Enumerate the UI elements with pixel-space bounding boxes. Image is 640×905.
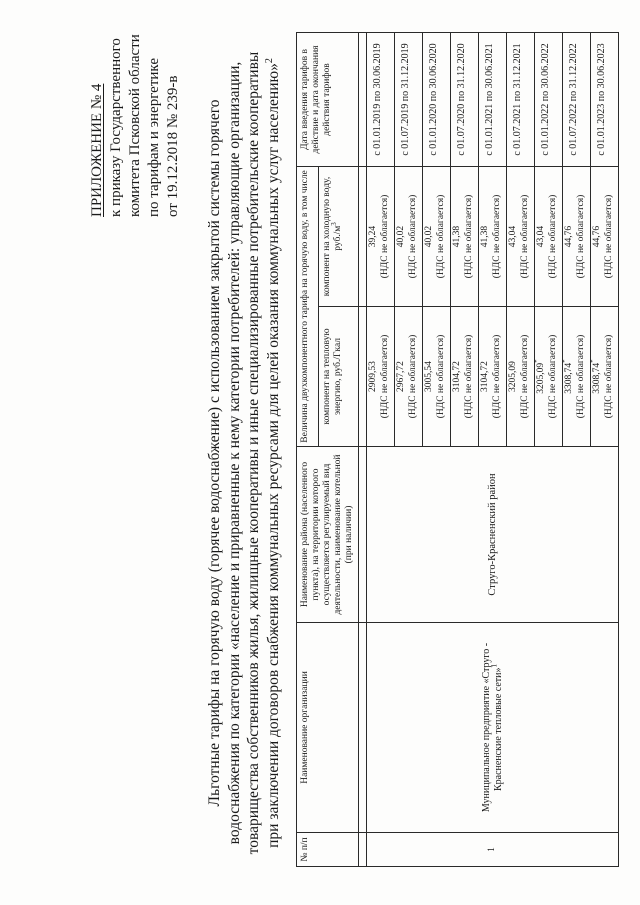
- heat-cell: [479, 307, 507, 447]
- period-dates: с 01.01.2023 по 30.06.2023: [591, 32, 619, 166]
- heat-value: 3005,54: [424, 361, 434, 392]
- cold-value: 40,02: [396, 225, 406, 248]
- vat-note: (НДС не облагается): [519, 194, 530, 279]
- title-line-last: [264, 23, 284, 883]
- header-cold-text: компонент на холодную воду, руб./м: [322, 176, 343, 297]
- header-district: Наименование района (населенного пункта), на территории которого осуществляется регулируемый вид деятельности, наименование котельной (при наличии): [297, 447, 359, 623]
- cold-cell: [367, 166, 395, 306]
- heat-value: 2909,53: [368, 361, 378, 392]
- vat-note: (НДС не облагается): [463, 194, 474, 279]
- cold-cell: [479, 166, 507, 306]
- period-dates: с 01.07.2022 по 31.12.2022: [563, 32, 591, 166]
- vat-note: (НДС не облагается): [379, 194, 390, 279]
- row-org-text: Муниципальное предприятие «Струго - Красненские тепловые сети»: [480, 642, 504, 813]
- header-cold-component: [319, 166, 359, 306]
- heat-mark: *: [560, 359, 569, 363]
- period-dates: с 01.07.2020 по 31.12.2020: [451, 32, 479, 166]
- heat-value: 2967,72: [396, 361, 406, 392]
- cold-value: 43,04: [536, 225, 546, 248]
- vat-note: (НДС не облагается): [603, 334, 614, 419]
- cold-value: 44,76: [564, 225, 574, 248]
- heat-cell: [560, 307, 591, 447]
- heat-cell: [423, 307, 451, 447]
- vat-note: (НДС не облагается): [435, 334, 446, 419]
- row-org-sup: 1: [490, 663, 499, 668]
- vat-note: (НДС не облагается): [491, 194, 502, 279]
- period-dates: с 01.07.2019 по 31.12.2019: [395, 32, 423, 166]
- header-cold-sup: 3: [329, 222, 338, 226]
- table-row: [367, 32, 395, 866]
- spacer-cell: [359, 166, 367, 306]
- heat-value: 3308,74: [564, 362, 574, 394]
- vat-note: (НДС не облагается): [547, 334, 558, 419]
- header-num: № п/п: [297, 833, 359, 867]
- cold-cell: [507, 166, 535, 306]
- heat-value: 3205,09: [508, 361, 518, 392]
- appendix-line: к приказу Государственного: [108, 38, 124, 217]
- vat-note: (НДС не облагается): [575, 334, 586, 419]
- title-line: Льготные тарифы на горячую воду (горячее водоснабжение) с использованием закрытой системы горячего: [206, 99, 223, 807]
- spacer-cell: [359, 833, 367, 867]
- heat-cell: [532, 307, 563, 447]
- cold-cell: [591, 166, 619, 306]
- cold-cell: [395, 166, 423, 306]
- cold-cell: [535, 166, 563, 306]
- heat-value: 3308,74: [592, 362, 602, 394]
- vat-note: (НДС не облагается): [547, 194, 558, 279]
- period-dates: с 01.01.2020 по 30.06.2020: [423, 32, 451, 166]
- header-tariff-group: Величина двухкомпонентного тарифа на горячую воду, в том числе: [297, 166, 319, 446]
- cold-value: 43,04: [508, 225, 518, 248]
- appendix-line: от 19.12.2018 № 239-в: [165, 75, 181, 217]
- cold-value: 44,76: [592, 225, 602, 248]
- header-dates: Дата введения тарифов в действие и дата окончания действия тарифов: [297, 32, 359, 166]
- vat-note: (НДС не облагается): [603, 194, 614, 279]
- vat-note: (НДС не облагается): [407, 194, 418, 279]
- appendix-line: по тарифам и энергетике: [146, 58, 162, 217]
- vat-note: (НДС не облагается): [519, 334, 530, 419]
- heat-mark: *: [532, 359, 541, 363]
- vat-note: (НДС не облагается): [491, 334, 502, 419]
- spacer-cell: [359, 307, 367, 447]
- vat-note: (НДС не облагается): [407, 334, 418, 419]
- heat-cell: [367, 307, 395, 447]
- cold-value: 39,24: [368, 225, 378, 248]
- vat-note: (НДС не облагается): [435, 194, 446, 279]
- title-line: водоснабжения по категории «население и приравненные к нему категории потребителей: управляющие организации,: [225, 61, 243, 845]
- vat-note: (НДС не облагается): [463, 334, 474, 419]
- row-org: [367, 623, 619, 833]
- heat-cell: [507, 307, 535, 447]
- appendix-block: [88, 17, 183, 217]
- title-line: при заключении договоров снабжения коммунальных ресурсами для целей оказания коммунальных услуг населению»: [264, 63, 282, 848]
- heat-cell: [395, 307, 423, 447]
- appendix-heading: ПРИЛОЖЕНИЕ № 4: [89, 83, 105, 217]
- header-org: Наименование организации: [297, 623, 359, 833]
- row-num: 1: [367, 833, 619, 867]
- spacer-cell: [359, 32, 367, 166]
- tariff-table: [296, 32, 619, 867]
- heat-value: 3205,09: [536, 362, 546, 394]
- cold-value: 41,38: [452, 225, 462, 248]
- vat-note: (НДС не облагается): [379, 334, 390, 419]
- spacer-cell: [359, 623, 367, 833]
- cold-cell: [451, 166, 479, 306]
- row-district: Струго-Красненский район: [367, 447, 619, 623]
- heat-cell: [588, 307, 619, 447]
- period-dates: с 01.01.2019 по 30.06.2019: [367, 32, 395, 166]
- cold-value: 41,38: [480, 225, 490, 248]
- heat-cell: [451, 307, 479, 447]
- period-dates: с 01.01.2022 по 30.06.2022: [535, 32, 563, 166]
- cold-value: 40,02: [424, 225, 434, 248]
- cold-cell: [563, 166, 591, 306]
- title-line: товарищества собственников жилья, жилищные кооперативы и иные специализированные потребительские кооперативы: [245, 51, 262, 855]
- vat-note: (НДС не облагается): [575, 194, 586, 279]
- heat-value: 3104,72: [452, 361, 462, 392]
- header-heat-component: компонент на тепловую энергию, руб./Гкал: [319, 307, 359, 447]
- document-title: [205, 23, 283, 883]
- heat-mark: *: [588, 359, 597, 363]
- heat-value: 3104,72: [480, 361, 490, 392]
- appendix-line: комитета Псковской области: [127, 34, 143, 217]
- period-dates: с 01.01.2021 по 30.06.2021: [479, 32, 507, 166]
- spacer-cell: [359, 447, 367, 623]
- cold-cell: [423, 166, 451, 306]
- period-dates: с 01.07.2021 по 31.12.2021: [507, 32, 535, 166]
- title-footnote-mark: 2: [263, 58, 275, 64]
